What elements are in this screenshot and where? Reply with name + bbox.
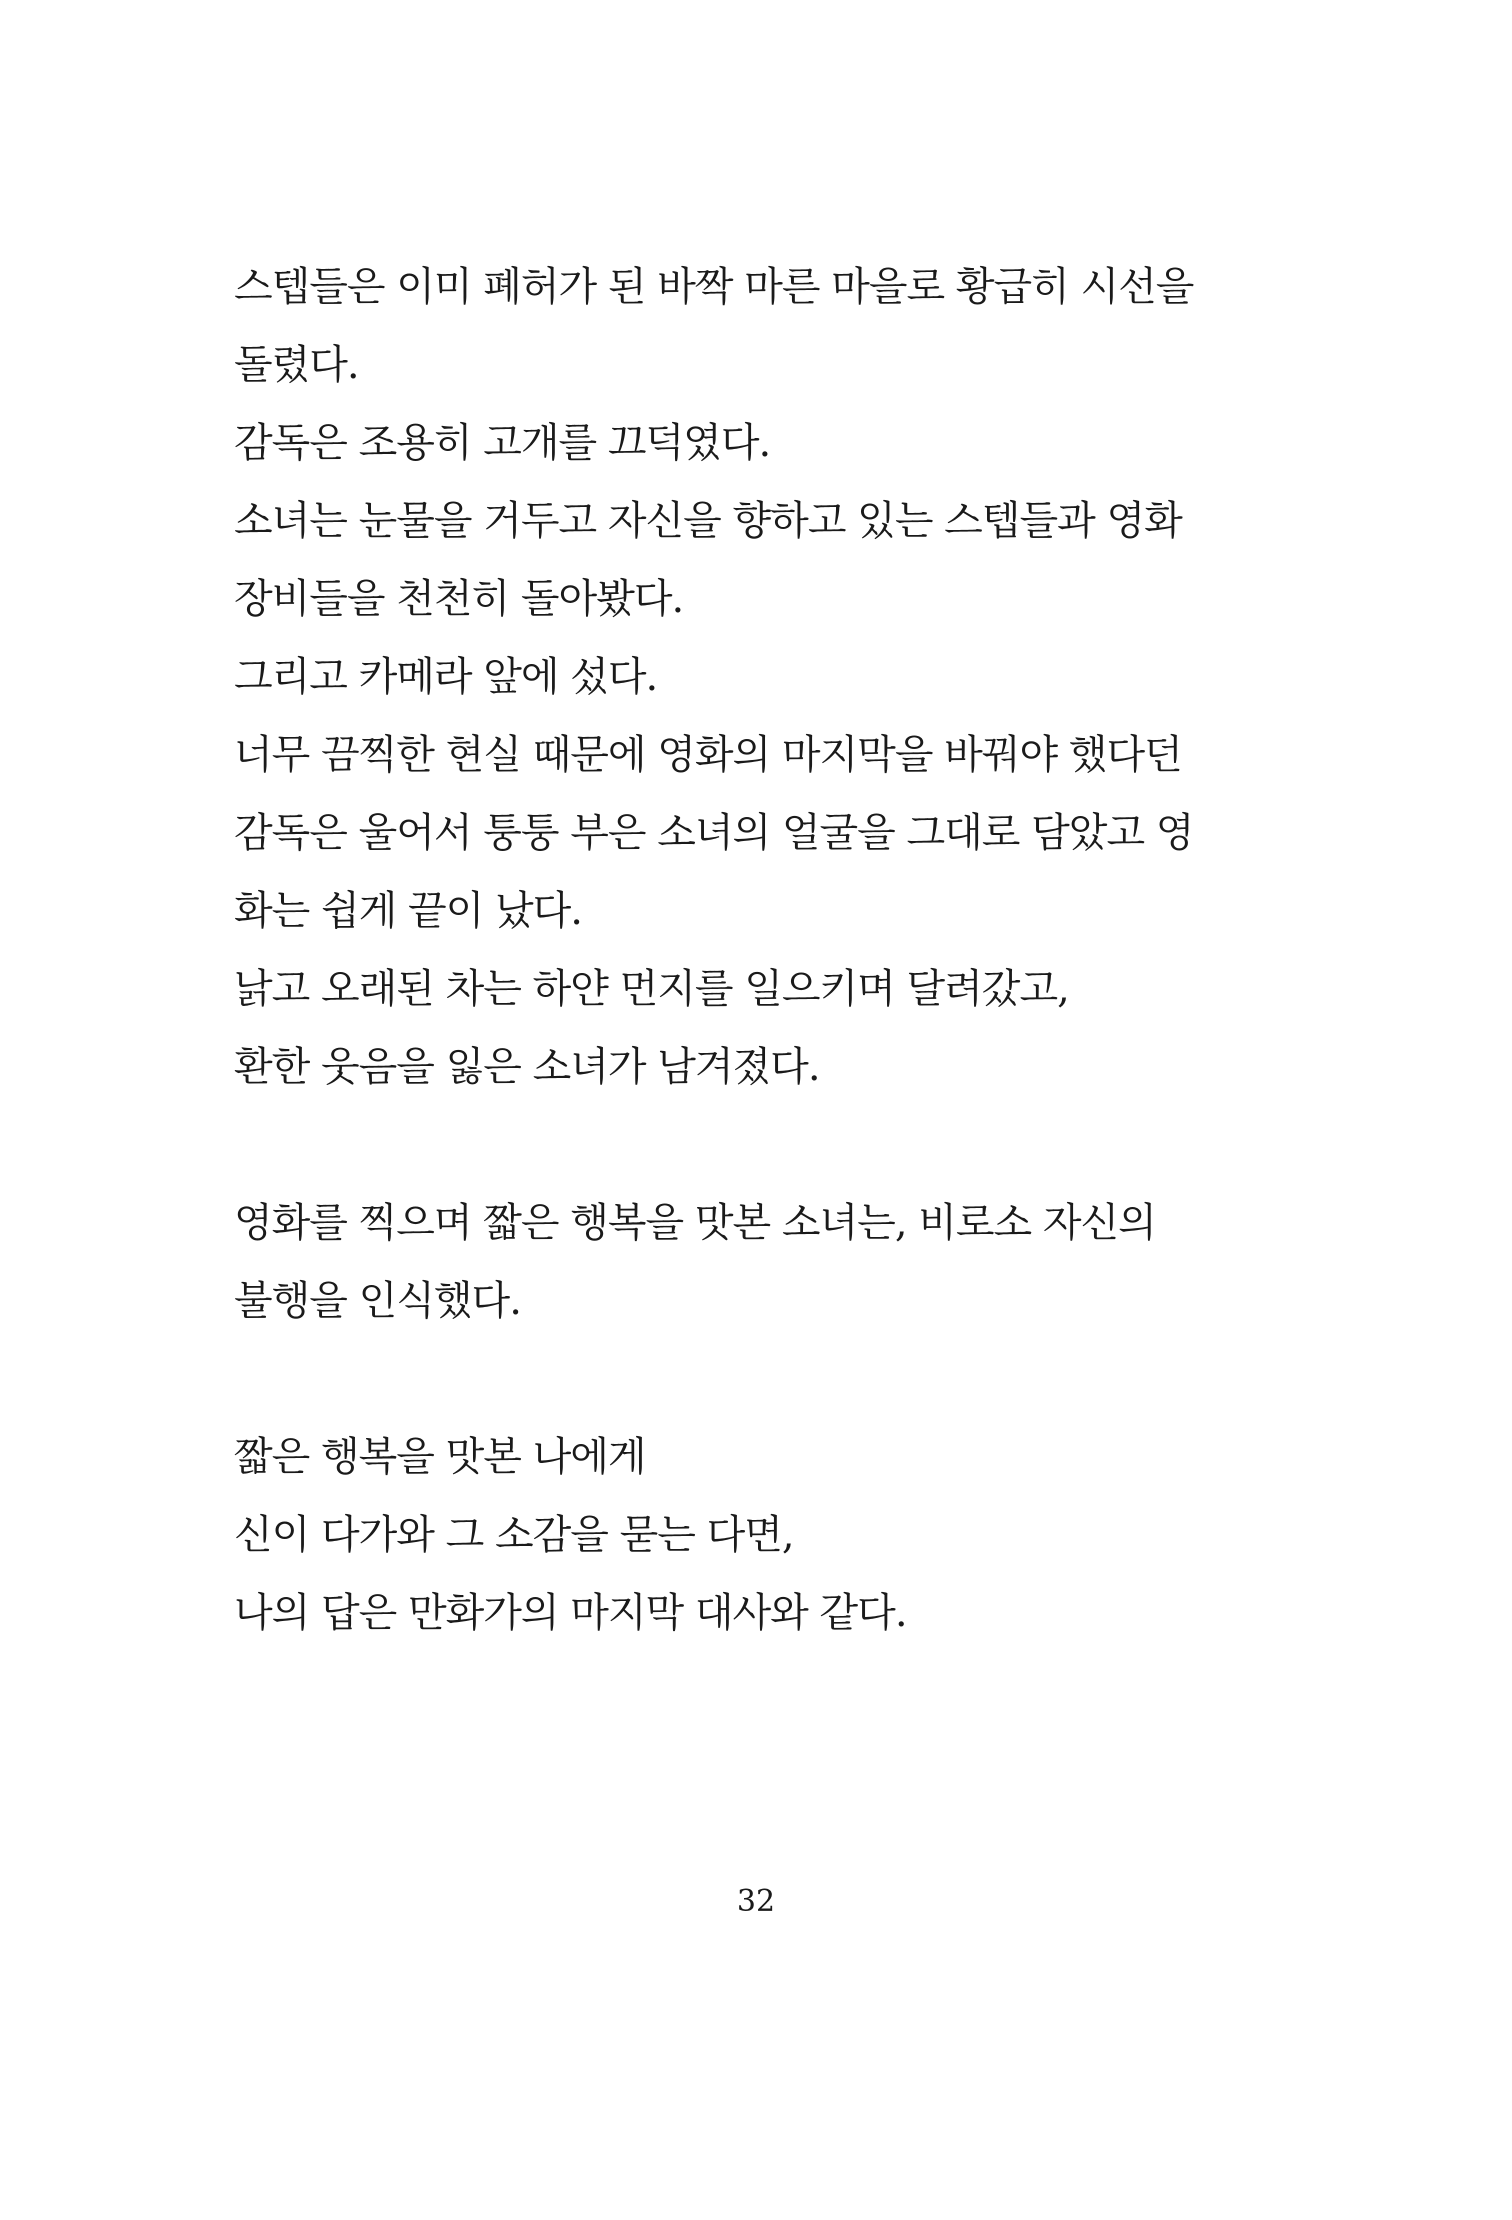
text-line: 낡고 오래된 차는 하얀 먼지를 일으키며 달려갔고, <box>234 966 1069 1012</box>
body-text <box>234 248 1294 1652</box>
text-line: 감독은 조용히 고개를 끄덕였다. <box>234 420 771 466</box>
text-line: 스텝들은 이미 폐허가 된 바짝 마른 마을로 황급히 시선을 <box>234 264 1194 310</box>
text-line: 화는 쉽게 끝이 났다. <box>234 888 582 934</box>
text-line: 돌렸다. <box>234 342 359 388</box>
paragraph-gap <box>234 1340 1294 1418</box>
paragraph-gap <box>234 1106 1294 1184</box>
text-line: 불행을 인식했다. <box>234 1278 521 1324</box>
text-line: 신이 다가와 그 소감을 묻는 다면, <box>234 1512 794 1558</box>
text-line: 영화를 찍으며 짧은 행복을 맛본 소녀는, 비로소 자신의 <box>234 1200 1156 1246</box>
text-line: 나의 답은 만화가의 마지막 대사와 같다. <box>234 1590 907 1636</box>
text-line: 소녀는 눈물을 거두고 자신을 향하고 있는 스텝들과 영화 <box>234 498 1182 544</box>
text-line: 너무 끔찍한 현실 때문에 영화의 마지막을 바꿔야 했다던 <box>234 732 1182 778</box>
text-line: 장비들을 천천히 돌아봤다. <box>234 576 684 622</box>
text-line: 감독은 울어서 퉁퉁 부은 소녀의 얼굴을 그대로 담았고 영 <box>234 810 1194 856</box>
text-line: 환한 웃음을 잃은 소녀가 남겨졌다. <box>234 1044 820 1090</box>
page-number: 32 <box>736 1884 776 1919</box>
text-line: 짧은 행복을 맛본 나에게 <box>234 1434 646 1480</box>
text-line: 그리고 카메라 앞에 섰다. <box>234 654 658 700</box>
